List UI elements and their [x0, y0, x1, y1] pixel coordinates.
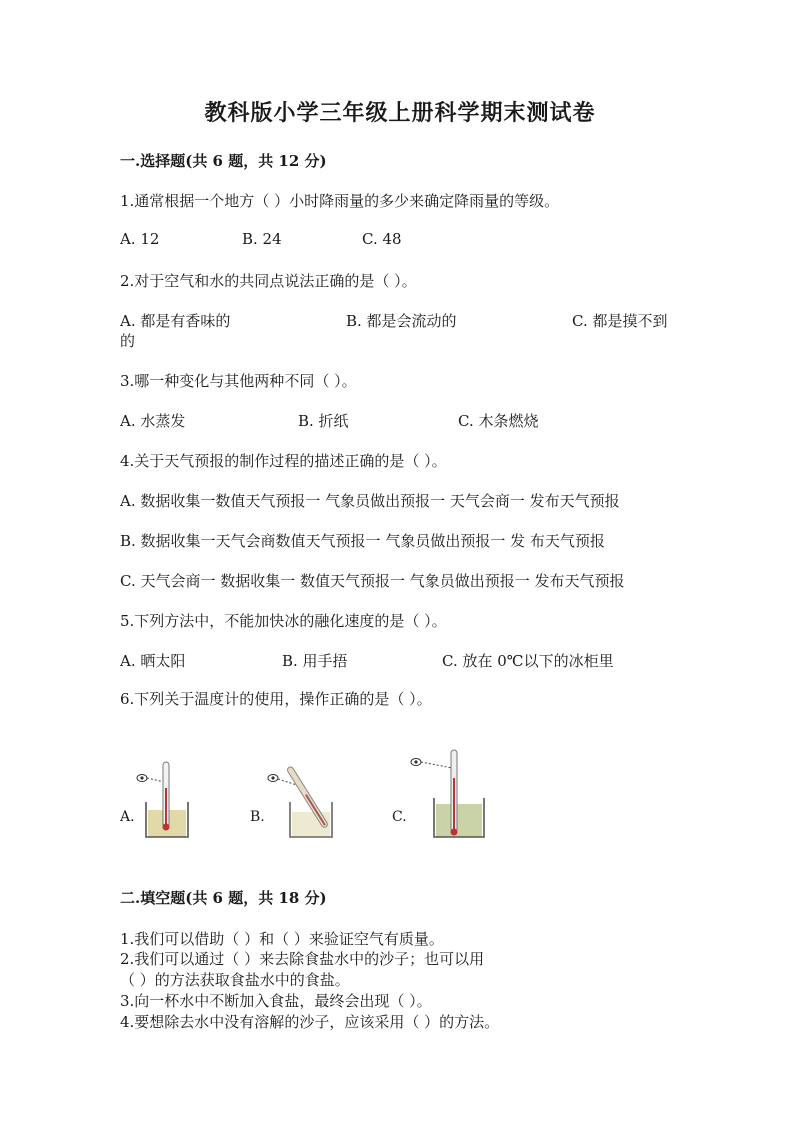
page-title: 教科版小学三年级上册科学期末测试卷 — [204, 100, 596, 126]
question-4-option-a: A. 数据收集一数值天气预报一 气象员做出预报一 天气会商一 发布天气预报 — [120, 492, 620, 510]
question-4-option-c: C. 天气会商一 数据收集一 数值天气预报一 气象员做出预报一 发布天气预报 — [120, 572, 625, 590]
question-3-stem: 3.哪一种变化与其他两种不同（ ）。 — [120, 372, 357, 390]
question-1-option-a: A. 12 — [120, 230, 160, 248]
fill-line-4: 4.要想除去水中没有溶解的沙子，应该采用（ ）的方法。 — [120, 1013, 500, 1031]
thermometer-bulb — [451, 829, 458, 836]
fill-line-2: 2.我们可以通过（ ）来去除食盐水中的沙子；也可以用 — [120, 950, 485, 968]
thermometer-figure-b — [264, 760, 334, 840]
sight-line — [147, 778, 164, 782]
question-4-stem: 4.关于天气预报的制作过程的描述正确的是（ ）。 — [120, 452, 447, 470]
fill-line-3: 3.向一杯水中不断加入食盐，最终会出现（ ）。 — [120, 992, 432, 1010]
question-5-option-c: C. 放在 0℃以下的冰柜里 — [442, 652, 614, 670]
figure-c-label: C. — [392, 809, 407, 825]
question-1-option-b: B. 24 — [242, 230, 282, 248]
question-5-option-b: B. 用手捂 — [282, 652, 348, 670]
eye-pupil — [414, 760, 417, 763]
eye-pupil — [271, 776, 274, 779]
section-1-heading: 一.选择题(共 6 题，共 12 分) — [120, 152, 327, 170]
fill-line-1: 1.我们可以借助（ ）和（ ）来验证空气有质量。 — [120, 930, 444, 948]
thermometer-column — [165, 788, 167, 826]
thermometer-bulb — [163, 824, 170, 831]
figure-b-label: B. — [250, 809, 265, 825]
question-3-option-b: B. 折纸 — [298, 412, 349, 430]
question-5-option-a: A. 晒太阳 — [120, 652, 186, 670]
eye-pupil — [140, 776, 143, 779]
fill-line-2-cont: （ ）的方法获取食盐水中的食盐。 — [120, 971, 350, 989]
question-1-option-c: C. 48 — [362, 230, 402, 248]
question-4-option-b: B. 数据收集一天气会商数值天气预报一 气象员做出预报一 发 布天气预报 — [120, 532, 605, 550]
beaker-liquid — [436, 804, 482, 837]
figure-a-label: A. — [120, 809, 135, 825]
question-2-stem: 2.对于空气和水的共同点说法正确的是（ ）。 — [120, 272, 417, 290]
section-2-heading: 二.填空题(共 6 题，共 18 分) — [120, 889, 327, 907]
question-3-option-a: A. 水蒸发 — [120, 412, 186, 430]
thermometer-column — [453, 778, 455, 830]
question-2-option-c: C. 都是摸不到 — [572, 312, 668, 330]
sight-line — [421, 762, 452, 768]
thermometer-figure-a — [136, 760, 196, 840]
question-5-stem: 5.下列方法中，不能加快冰的融化速度的是（ ）。 — [120, 612, 447, 630]
question-2-option-b: B. 都是会流动的 — [346, 312, 457, 330]
question-2-option-c-wrap: 的 — [120, 332, 136, 350]
question-2-option-a: A. 都是有香味的 — [120, 312, 231, 330]
question-3-option-c: C. 木条燃烧 — [458, 412, 539, 430]
question-1-stem: 1.通常根据一个地方（ ）小时降雨量的多少来确定降雨量的等级。 — [120, 192, 560, 210]
question-6-stem: 6.下列关于温度计的使用，操作正确的是（ ）。 — [120, 690, 432, 708]
thermometer-figure-c — [408, 748, 488, 840]
